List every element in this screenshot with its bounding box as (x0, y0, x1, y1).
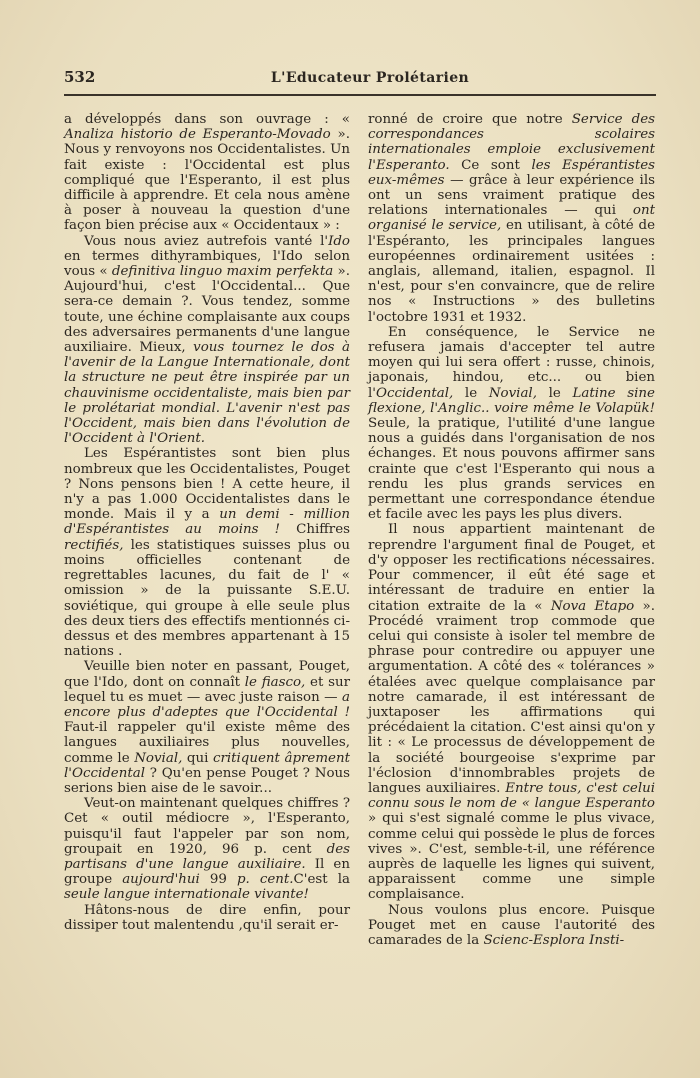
text-run: Faut-il rappeler qu'il existe même des langues auxiliaires plus nouvelles, comme le (64, 720, 350, 766)
text-run: les statistiques suisses plus ou moins officielles contenant de regrettables lacunes, du fait de l' « omission » de la puissante S.E.U. soviétique, qui groupe à elle seule plus des deux tiers des effectifs mentionnés ci-dessus et des membres appartenant à 15 nations . (64, 537, 350, 660)
left-column-paragraph (64, 796, 350, 902)
header-rule (64, 94, 656, 96)
right-column-paragraph (368, 112, 655, 325)
text-run: » qui s'est signalé comme le plus vivace, comme celui qui possède le plus de forces vives ». C'est, semble-t-il, une référence auprès de laquelle les lignes qui suivent, apparaissent comme une simple complaisance. (368, 811, 655, 903)
text-run: Il en groupe (64, 856, 350, 888)
left-column-paragraph (64, 446, 350, 659)
text-run: Vous nous aviez autrefois vanté l' (84, 233, 329, 249)
right-column-paragraph (368, 325, 655, 523)
text-run: Chiffres (280, 522, 350, 538)
left-column-paragraph (64, 903, 350, 933)
italic-text: le fiasco, (244, 674, 306, 690)
right-column (368, 112, 655, 948)
text-run: ? Qu'en pense Pouget ? Nous serions bien aise de le savoir... (64, 765, 350, 796)
text-run: Hâtons-nous de dire enfin, pour dissiper tout malentendu ,qu'il serait er- (64, 902, 350, 933)
running-header (64, 68, 656, 90)
italic-text: Service des correspondances scolaires internationales emploie exclusivement l'Esperanto. (368, 112, 655, 173)
page-number: 532 (64, 68, 96, 86)
italic-text: Ido (328, 233, 350, 249)
text-run: Seule, la pratique, l'utilité d'une langue nous a guidés dans l'organisation de nos échanges. Et nous pouvons affirmer sans crainte que c'est l'Esperanto qui nous a rendu les plus grands services en permettant une correspondance étendue et facile avec les pays les plus divers. (368, 416, 655, 523)
italic-text: definitiva linguo maxim perfekta (111, 264, 334, 280)
text-run: Nous voulons plus encore. Puisque Pouget met en cause l'autorité des camarades de la (368, 902, 655, 948)
italic-text: a encore plus d'adeptes que l'Occidental ! (64, 689, 350, 720)
text-run: en utilisant, à côté de l'Espéranto, les principales langues européennes ordinairement usitées : anglais, allemand, italien, espagnol. Il n'est, pour s'en convaincre, que de relire nos « Instructions » des bulletins l'octobre 1931 et 1932. (368, 218, 655, 325)
text-run: C'est la (293, 872, 350, 888)
left-column (64, 112, 350, 933)
italic-text: les Espérantistes eux-mêmes (368, 157, 655, 188)
text-run: En conséquence, le Service ne refusera jamais d'accepter tel autre moyen qui lui sera offert : russe, chinois, japonais, hindou, etc... ou bien l' (368, 324, 655, 401)
text-run: 99 (199, 872, 237, 888)
italic-text: vous tournez le dos à l'avenir de la Langue Internationale, dont la structure ne peut être inspirée par un chauvinisme occidentaliste, mais bien par le prolétariat mondial. L'avenir n'est pas l'Occident, mais bien dans l'évolution de l'Occident à l'Orient. (64, 340, 350, 447)
text-run: le (453, 385, 489, 401)
italic-text: p. cent. (236, 872, 294, 888)
italic-text: rectifiés, (64, 537, 124, 553)
text-run: et sur lequel tu es muet — avec juste raison — (64, 674, 350, 705)
text-run: Il nous appartient maintenant de reprendre l'argument final de Pouget, et d'y opposer les rectifications nécessaires. Pour commencer, il eût été sage et intéressant de traduire en entier la citation extraite de la « (368, 522, 655, 614)
italic-text: un demi - million d'Espérantistes au moins ! (64, 507, 350, 538)
text-run: ». Aujourd'hui, c'est l'Occidental... Que sera-ce demain ?. Vous tendez, somme toute, une échine complaisante aux coups des adversaires permanents d'une langue auxiliaire. Mieux, (64, 264, 350, 356)
text-run: Veut-on maintenant quelques chiffres ? Cet « outil médiocre », l'Esperanto, puisqu'il faut l'appeler par son nom, groupait en 1920, 96 p. cent (64, 796, 350, 857)
italic-text: Novial, (134, 750, 183, 766)
italic-text: Latine sine flexione, l'Anglic.. voire même le Volapük! (368, 385, 655, 416)
italic-text: Nova Etapo (550, 598, 635, 614)
italic-text: Entre tous, c'est celui connu sous le nom de « langue Esperanto (368, 780, 656, 812)
text-run: Les Espérantistes sont bien plus nombreux que les Occidentalistes, Pouget ? Nons pensons bien ! A cette heure, il n'y a pas 1.000 Occidentalistes dans le monde. Mais il y a (64, 446, 350, 523)
right-column-paragraph (368, 903, 655, 949)
text-run: qui (182, 750, 213, 766)
italic-text: Scienc-Esplora Insti- (483, 932, 625, 948)
italic-text: ont organisé le service, (368, 203, 655, 234)
left-column-paragraph (64, 234, 350, 447)
text-run: Ce sont (449, 157, 532, 173)
text-run: — grâce à leur expérience ils ont un sens vraiment pratique des relations internationales — qui (368, 172, 655, 219)
text-run: Veuille bien noter en passant, Pouget, que l'Ido, dont on connaît (64, 659, 350, 690)
italic-text: aujourd'hui (122, 872, 200, 888)
italic-text: Occidental, (375, 385, 454, 401)
text-run: ». Procédé vraiment trop commode que celui qui consiste à isoler tel membre de phrase pour contredire ou appuyer une argumentation. A côté des « tolérances » étalées avec quelque complaisance par notre camarade, il est intéressant de juxtaposer les affirmations qui précédaient la citation. C'est ainsi qu'on y lit : « Le processus de développement de la société bourgeoise s'exprime par l'éclosion d'innombrables projets de langues auxiliaires. (368, 598, 655, 796)
left-column-paragraph (64, 112, 350, 234)
journal-title: L'Educateur Prolétarien (270, 70, 470, 86)
text-run: a développés dans son ouvrage : « (64, 112, 350, 127)
italic-text: Novial, (488, 385, 537, 401)
text-run: ronné de croire que notre (368, 112, 572, 127)
italic-text: critiquent âprement l'Occidental (64, 750, 350, 781)
left-column-paragraph (64, 659, 350, 796)
right-column-paragraph (368, 522, 655, 902)
text-run: ». Nous y renvoyons nos Occidentalistes. Un fait existe : l'Occidental est plus compliqué que l'Esperanto, il est plus difficile à apprendre. Et cela nous amène à poser à nouveau la question d'une façon bien précise aux « Occidentaux » : (64, 127, 350, 234)
italic-text: Analiza historio de Esperanto-Movado (64, 127, 331, 143)
text-run: le (536, 385, 573, 401)
italic-text: seule langue internationale vivante! (64, 887, 309, 903)
text-run: en termes dithyrambiques, l'Ido selon vous « (64, 248, 350, 280)
italic-text: des partisans d'une langue auxiliaire. (64, 841, 350, 872)
